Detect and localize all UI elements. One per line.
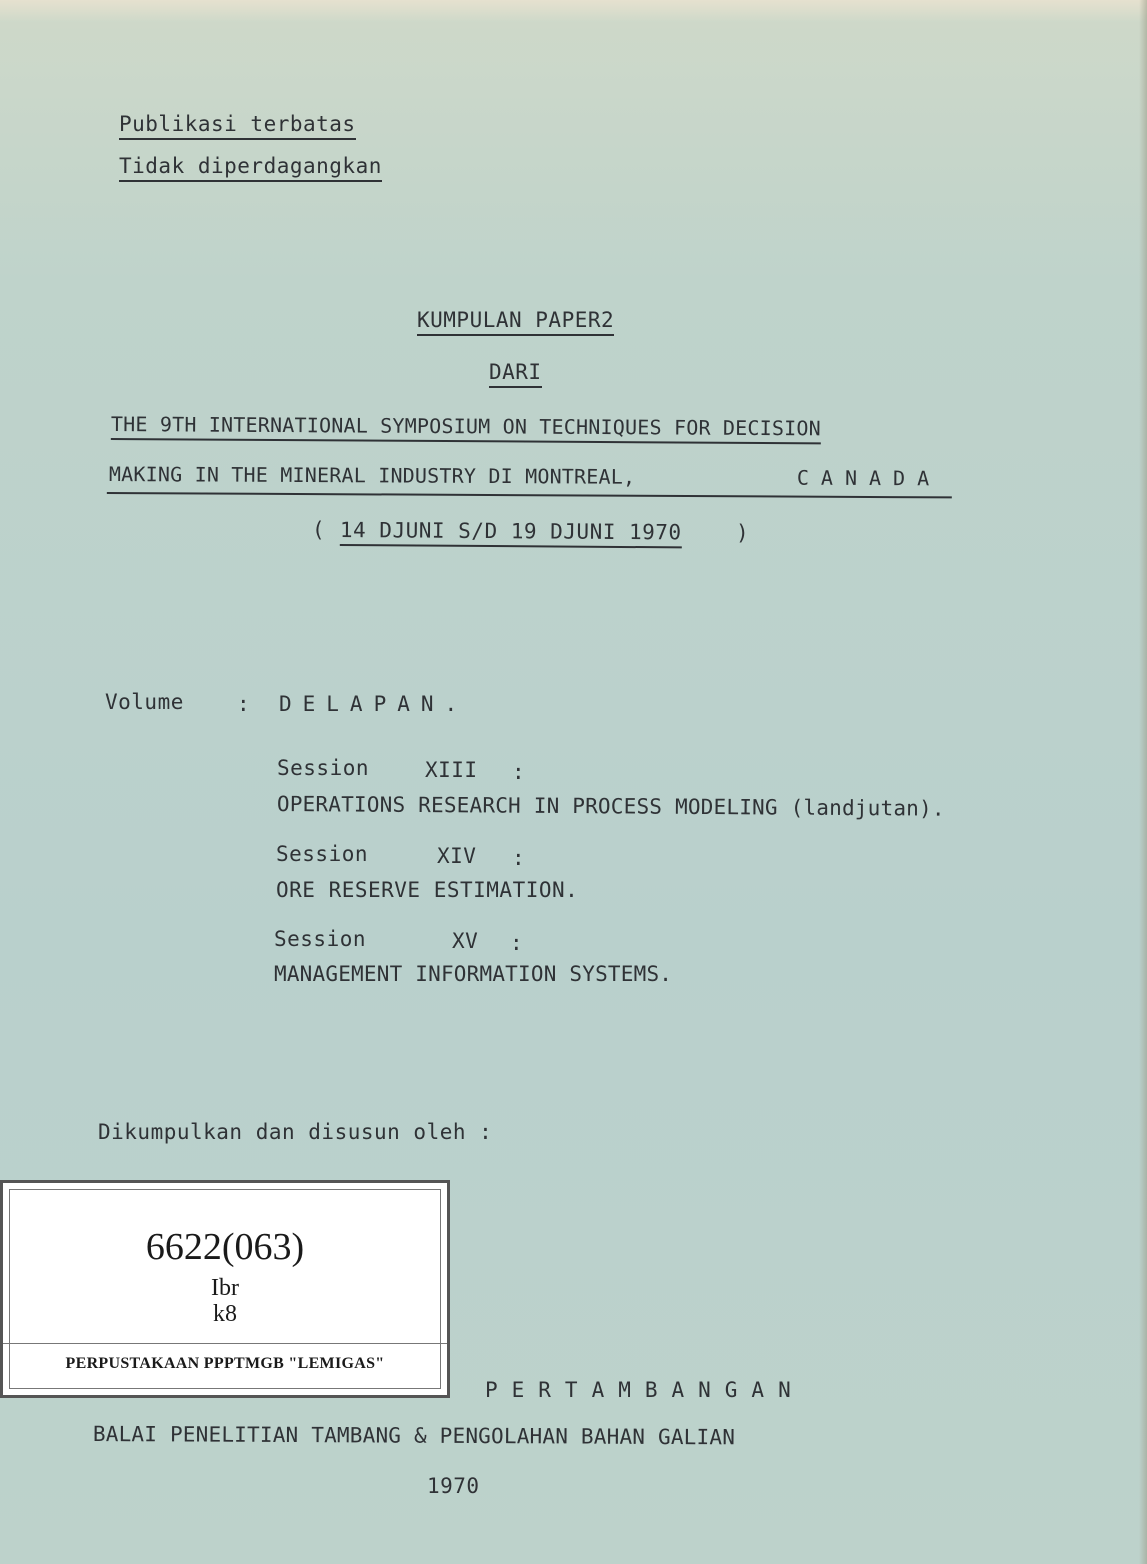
title-line-1: KUMPULAN PAPER2 bbox=[417, 308, 614, 336]
publisher-line-2: BALAI PENELITIAN TAMBANG & PENGOLAHAN BAHAN GALIAN bbox=[92, 1422, 736, 1450]
library-stamp bbox=[0, 1180, 450, 1398]
session-1-label: Session bbox=[277, 756, 370, 780]
publisher-line-1: PERTAMBANGAN bbox=[485, 1378, 805, 1402]
title-line-4 bbox=[107, 462, 952, 498]
not-for-sale-notice: Tidak diperdagangkan bbox=[119, 154, 382, 182]
session-2-colon: : bbox=[512, 846, 526, 870]
volume-value: DELAPAN. bbox=[279, 692, 469, 716]
date-open-paren: ( bbox=[312, 518, 326, 542]
session-3-colon: : bbox=[510, 931, 524, 955]
symposium-date: 14 DJUNI S/D 19 DJUNI 1970 bbox=[340, 518, 682, 548]
call-number: 6622(063) bbox=[145, 1226, 305, 1268]
call-number-line-3: k8 bbox=[213, 1301, 237, 1327]
title-line-3: THE 9TH INTERNATIONAL SYMPOSIUM ON TECHNIQUES FOR DECISION bbox=[111, 412, 821, 444]
session-1-number: XIII bbox=[425, 758, 478, 782]
stamp-divider bbox=[3, 1343, 447, 1344]
session-1-topic: OPERATIONS RESEARCH IN PROCESS MODELING (landjutan). bbox=[276, 792, 945, 821]
session-3-topic: MANAGEMENT INFORMATION SYSTEMS. bbox=[274, 962, 673, 986]
volume-label: Volume bbox=[105, 690, 184, 714]
title-line-2: DARI bbox=[489, 360, 542, 388]
paper-edge-right bbox=[1139, 0, 1147, 1564]
date-close-paren: ) bbox=[736, 521, 750, 545]
call-number-line-2: Ibr bbox=[211, 1275, 239, 1301]
session-3-label: Session bbox=[274, 927, 367, 951]
title-line-4-main: MAKING IN THE MINERAL INDUSTRY DI MONTREAL, bbox=[108, 462, 636, 489]
library-name: PERPUSTAKAAN PPPTMGB "LEMIGAS" bbox=[65, 1355, 385, 1372]
volume-colon: : bbox=[237, 692, 251, 716]
title-line-4-country: CANADA bbox=[796, 465, 942, 491]
paper-edge-top bbox=[0, 0, 1147, 22]
publication-year: 1970 bbox=[427, 1474, 480, 1498]
session-2-topic: ORE RESERVE ESTIMATION. bbox=[276, 878, 579, 902]
session-1-colon: : bbox=[512, 760, 526, 784]
restricted-notice: Publikasi terbatas bbox=[119, 112, 356, 140]
session-2-number: XIV bbox=[437, 844, 477, 868]
session-3-number: XV bbox=[452, 929, 479, 953]
session-2-label: Session bbox=[276, 842, 369, 866]
compiled-by-label: Dikumpulkan dan disusun oleh : bbox=[98, 1120, 493, 1144]
